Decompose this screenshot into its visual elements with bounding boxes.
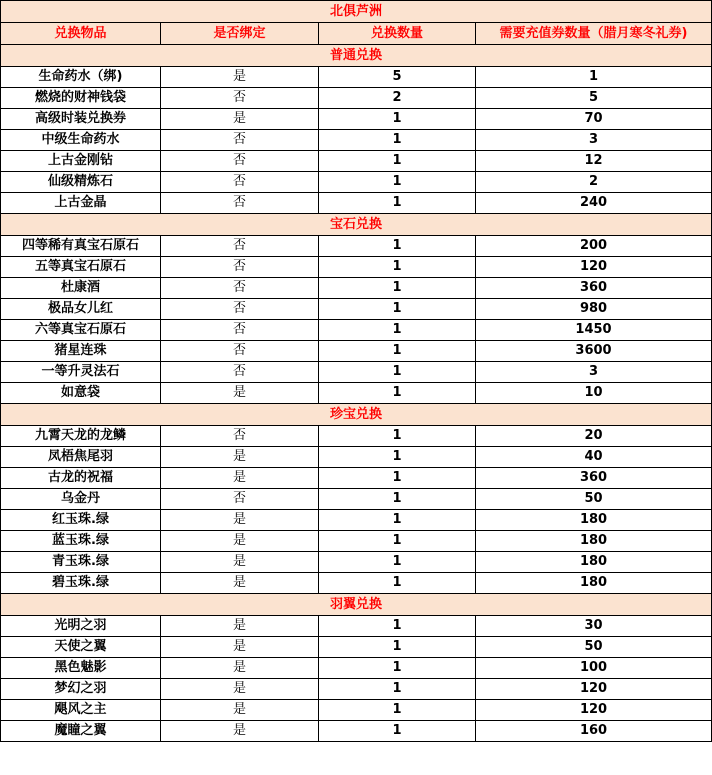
- item-name-cell: 高级时装兑换券: [1, 109, 161, 130]
- item-name-cell: 黑色魅影: [1, 658, 161, 679]
- coupon-count-cell: 1450: [476, 320, 712, 341]
- item-name-cell: 五等真宝石原石: [1, 257, 161, 278]
- table-row: [1, 109, 712, 130]
- bound-cell: 是: [161, 383, 319, 404]
- exchange-table-body: [1, 1, 712, 742]
- bound-cell: 是: [161, 573, 319, 594]
- item-name-cell: 极品女儿红: [1, 299, 161, 320]
- item-name-cell: 天使之翼: [1, 637, 161, 658]
- quantity-cell: 5: [319, 67, 476, 88]
- table-title: 北俱芦洲: [1, 1, 712, 23]
- quantity-cell: 1: [319, 278, 476, 299]
- table-row: [1, 468, 712, 489]
- section-row: [1, 45, 712, 67]
- item-name-cell: 碧玉珠.绿: [1, 573, 161, 594]
- section-title: 宝石兑换: [1, 214, 712, 236]
- item-name-cell: 猪星连珠: [1, 341, 161, 362]
- item-name-cell: 中级生命药水: [1, 130, 161, 151]
- table-row: [1, 447, 712, 468]
- bound-cell: 是: [161, 552, 319, 573]
- bound-cell: 否: [161, 236, 319, 257]
- item-name-cell: 九霄天龙的龙鳞: [1, 426, 161, 447]
- bound-cell: 否: [161, 193, 319, 214]
- quantity-cell: 2: [319, 88, 476, 109]
- quantity-cell: 1: [319, 426, 476, 447]
- table-row: [1, 700, 712, 721]
- table-row: [1, 679, 712, 700]
- table-row: [1, 552, 712, 573]
- item-name-cell: 生命药水（绑): [1, 67, 161, 88]
- quantity-cell: 1: [319, 151, 476, 172]
- coupon-count-cell: 50: [476, 489, 712, 510]
- quantity-cell: 1: [319, 637, 476, 658]
- header-item: 兑换物品: [1, 23, 161, 45]
- coupon-count-cell: 180: [476, 573, 712, 594]
- table-row: [1, 299, 712, 320]
- coupon-count-cell: 180: [476, 510, 712, 531]
- table-title-row: [1, 1, 712, 23]
- quantity-cell: 1: [319, 489, 476, 510]
- quantity-cell: 1: [319, 362, 476, 383]
- bound-cell: 否: [161, 489, 319, 510]
- coupon-count-cell: 120: [476, 700, 712, 721]
- quantity-cell: 1: [319, 383, 476, 404]
- table-row: [1, 489, 712, 510]
- quantity-cell: 1: [319, 320, 476, 341]
- table-row: [1, 383, 712, 404]
- bound-cell: 否: [161, 341, 319, 362]
- table-row: [1, 151, 712, 172]
- item-name-cell: 蓝玉珠.绿: [1, 531, 161, 552]
- quantity-cell: 1: [319, 679, 476, 700]
- coupon-count-cell: 30: [476, 616, 712, 637]
- coupon-count-cell: 200: [476, 236, 712, 257]
- section-row: [1, 594, 712, 616]
- section-title: 普通兑换: [1, 45, 712, 67]
- quantity-cell: 1: [319, 573, 476, 594]
- table-row: [1, 658, 712, 679]
- coupon-count-cell: 50: [476, 637, 712, 658]
- item-name-cell: 古龙的祝福: [1, 468, 161, 489]
- bound-cell: 是: [161, 721, 319, 742]
- bound-cell: 否: [161, 88, 319, 109]
- header-quantity: 兑换数量: [319, 23, 476, 45]
- section-row: [1, 404, 712, 426]
- item-name-cell: 飓风之主: [1, 700, 161, 721]
- quantity-cell: 1: [319, 447, 476, 468]
- coupon-count-cell: 3: [476, 362, 712, 383]
- coupon-count-cell: 70: [476, 109, 712, 130]
- quantity-cell: 1: [319, 721, 476, 742]
- quantity-cell: 1: [319, 510, 476, 531]
- table-row: [1, 257, 712, 278]
- quantity-cell: 1: [319, 616, 476, 637]
- quantity-cell: 1: [319, 658, 476, 679]
- quantity-cell: 1: [319, 257, 476, 278]
- item-name-cell: 光明之羽: [1, 616, 161, 637]
- bound-cell: 是: [161, 658, 319, 679]
- quantity-cell: 1: [319, 531, 476, 552]
- header-bound: 是否绑定: [161, 23, 319, 45]
- table-row: [1, 531, 712, 552]
- bound-cell: 是: [161, 510, 319, 531]
- coupon-count-cell: 120: [476, 679, 712, 700]
- bound-cell: 是: [161, 700, 319, 721]
- table-row: [1, 341, 712, 362]
- item-name-cell: 凤梧焦尾羽: [1, 447, 161, 468]
- coupon-count-cell: 120: [476, 257, 712, 278]
- section-row: [1, 214, 712, 236]
- bound-cell: 否: [161, 130, 319, 151]
- bound-cell: 否: [161, 320, 319, 341]
- coupon-count-cell: 100: [476, 658, 712, 679]
- table-row: [1, 88, 712, 109]
- quantity-cell: 1: [319, 552, 476, 573]
- item-name-cell: 如意袋: [1, 383, 161, 404]
- bound-cell: 是: [161, 447, 319, 468]
- bound-cell: 是: [161, 67, 319, 88]
- quantity-cell: 1: [319, 700, 476, 721]
- item-name-cell: 红玉珠.绿: [1, 510, 161, 531]
- table-row: [1, 721, 712, 742]
- coupon-count-cell: 3600: [476, 341, 712, 362]
- table-row: [1, 67, 712, 88]
- coupon-count-cell: 3: [476, 130, 712, 151]
- quantity-cell: 1: [319, 193, 476, 214]
- quantity-cell: 1: [319, 299, 476, 320]
- coupon-count-cell: 360: [476, 278, 712, 299]
- bound-cell: 是: [161, 637, 319, 658]
- table-row: [1, 320, 712, 341]
- bound-cell: 是: [161, 468, 319, 489]
- coupon-count-cell: 2: [476, 172, 712, 193]
- quantity-cell: 1: [319, 109, 476, 130]
- coupon-count-cell: 40: [476, 447, 712, 468]
- bound-cell: 否: [161, 362, 319, 383]
- coupon-count-cell: 20: [476, 426, 712, 447]
- item-name-cell: 梦幻之羽: [1, 679, 161, 700]
- item-name-cell: 一等升灵法石: [1, 362, 161, 383]
- bound-cell: 否: [161, 299, 319, 320]
- bound-cell: 否: [161, 151, 319, 172]
- table-row: [1, 573, 712, 594]
- coupon-count-cell: 180: [476, 552, 712, 573]
- item-name-cell: 四等稀有真宝石原石: [1, 236, 161, 257]
- bound-cell: 是: [161, 531, 319, 552]
- section-title: 羽翼兑换: [1, 594, 712, 616]
- bound-cell: 否: [161, 172, 319, 193]
- bound-cell: 否: [161, 278, 319, 299]
- quantity-cell: 1: [319, 236, 476, 257]
- item-name-cell: 六等真宝石原石: [1, 320, 161, 341]
- quantity-cell: 1: [319, 468, 476, 489]
- bound-cell: 否: [161, 257, 319, 278]
- item-name-cell: 上古金晶: [1, 193, 161, 214]
- header-coupon-count: 需要充值券数量（腊月寒冬礼券): [476, 23, 712, 45]
- coupon-count-cell: 12: [476, 151, 712, 172]
- table-row: [1, 236, 712, 257]
- item-name-cell: 乌金丹: [1, 489, 161, 510]
- table-row: [1, 278, 712, 299]
- quantity-cell: 1: [319, 130, 476, 151]
- quantity-cell: 1: [319, 172, 476, 193]
- table-header-row: [1, 23, 712, 45]
- coupon-count-cell: 180: [476, 531, 712, 552]
- coupon-count-cell: 240: [476, 193, 712, 214]
- item-name-cell: 上古金刚钻: [1, 151, 161, 172]
- bound-cell: 是: [161, 679, 319, 700]
- table-row: [1, 172, 712, 193]
- table-row: [1, 130, 712, 151]
- coupon-count-cell: 980: [476, 299, 712, 320]
- item-name-cell: 魔瞳之翼: [1, 721, 161, 742]
- table-row: [1, 616, 712, 637]
- coupon-count-cell: 1: [476, 67, 712, 88]
- table-row: [1, 426, 712, 447]
- item-name-cell: 杜康酒: [1, 278, 161, 299]
- item-name-cell: 仙级精炼石: [1, 172, 161, 193]
- table-row: [1, 362, 712, 383]
- coupon-count-cell: 10: [476, 383, 712, 404]
- bound-cell: 是: [161, 616, 319, 637]
- coupon-count-cell: 5: [476, 88, 712, 109]
- bound-cell: 否: [161, 426, 319, 447]
- table-row: [1, 193, 712, 214]
- bound-cell: 是: [161, 109, 319, 130]
- table-row: [1, 637, 712, 658]
- table-row: [1, 510, 712, 531]
- coupon-count-cell: 160: [476, 721, 712, 742]
- section-title: 珍宝兑换: [1, 404, 712, 426]
- item-name-cell: 燃烧的财神钱袋: [1, 88, 161, 109]
- coupon-count-cell: 360: [476, 468, 712, 489]
- item-name-cell: 青玉珠.绿: [1, 552, 161, 573]
- quantity-cell: 1: [319, 341, 476, 362]
